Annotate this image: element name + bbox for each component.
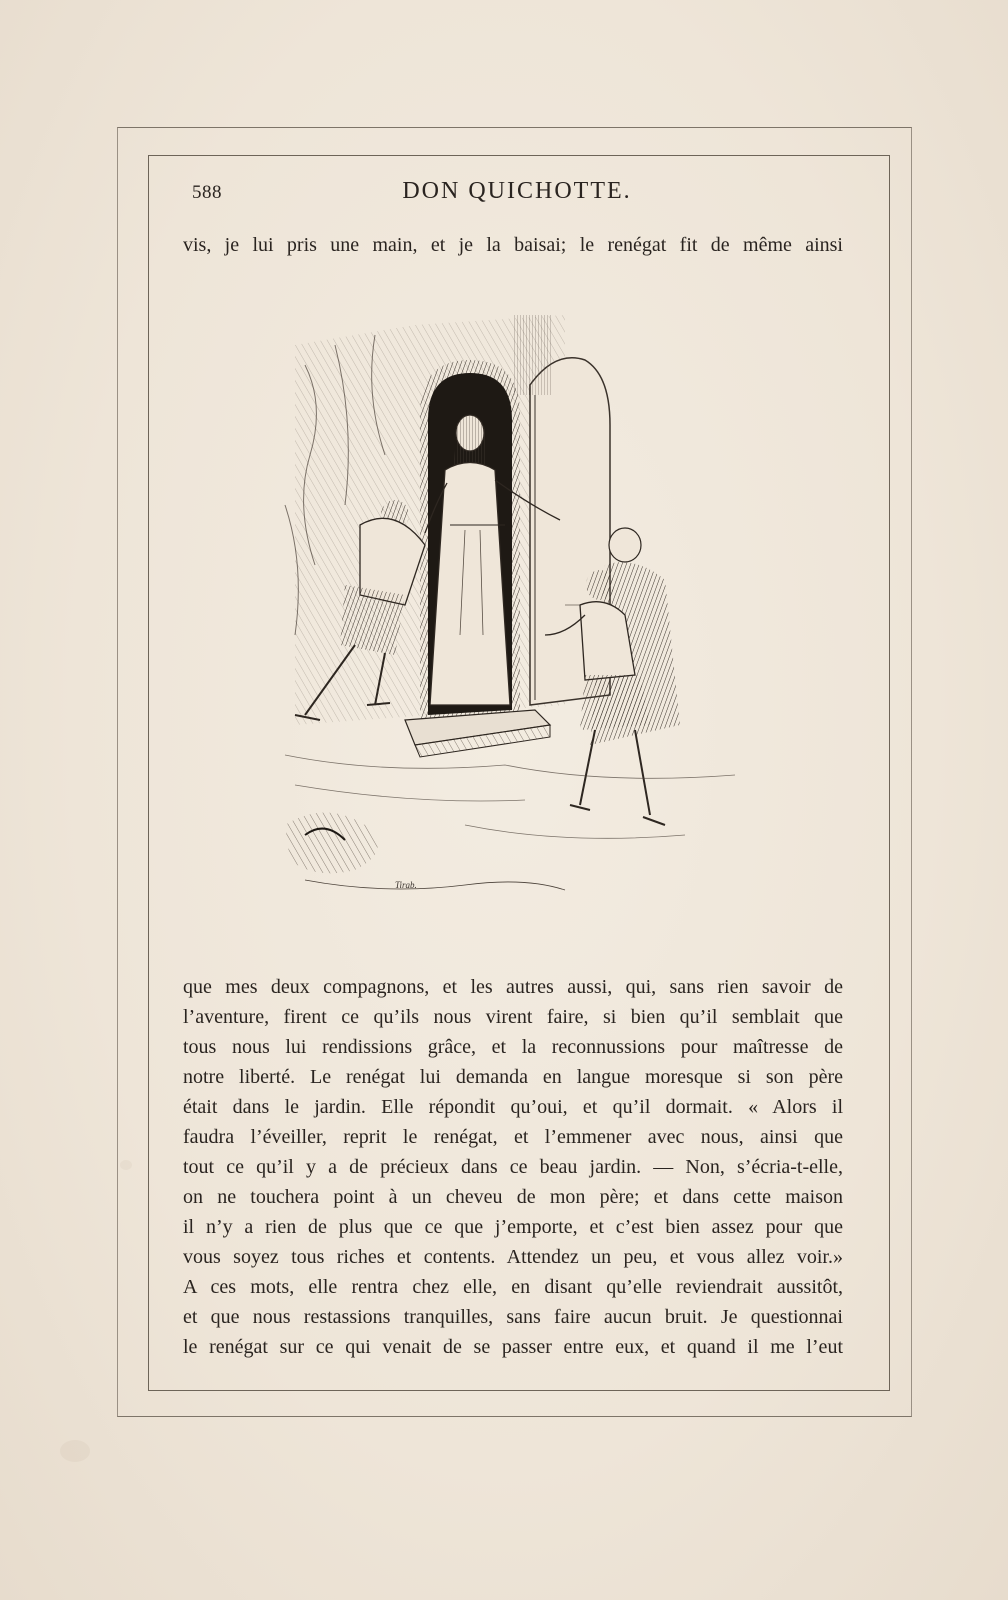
text-line: et que nous restassions tranquilles, sans faire aucun bruit. Je questionnai <box>183 1306 843 1328</box>
text-line: l’aventure, firent ce qu’ils nous virent faire, si bien qu’il semblait que <box>183 1006 843 1028</box>
page-header <box>192 178 842 210</box>
text-line: notre liberté. Le renégat lui demanda en langue moresque si son père <box>183 1066 843 1088</box>
page-number: 588 <box>192 182 222 203</box>
paper-stain <box>60 1440 90 1462</box>
text-line: était dans le jardin. Elle répondit qu’oui, et qu’il dormait. « Alors il <box>183 1096 843 1118</box>
text-line: vous soyez tous riches et contents. Attendez un peu, et vous allez voir.» <box>183 1246 843 1268</box>
engraving-illustration <box>265 305 745 905</box>
text-line: que mes deux compagnons, et les autres aussi, qui, sans rien savoir de <box>183 976 843 998</box>
engraving-drawing <box>265 305 745 905</box>
text-line: tout ce qu’il y a de précieux dans ce beau jardin. — Non, s’écria-t-elle, <box>183 1156 843 1178</box>
artist-signature: Tirab. <box>395 880 417 890</box>
text-line: tous nous lui rendissions grâce, et la reconnussions pour maîtresse de <box>183 1036 843 1058</box>
body-text <box>183 972 843 1362</box>
text-line: le renégat sur ce qui venait de se passer entre eux, et quand il me l’eut <box>183 1336 843 1358</box>
text-line: faudra l’éveiller, reprit le renégat, et l’emmener avec nous, ainsi que <box>183 1126 843 1148</box>
text-line: on ne touchera point à un cheveu de mon père; et dans cette maison <box>183 1186 843 1208</box>
text-line: il n’y a rien de plus que ce que j’emporte, et c’est bien assez pour que <box>183 1216 843 1238</box>
first-text-line: vis, je lui pris une main, et je la baisai; le renégat fit de même ainsi <box>183 234 843 256</box>
running-title: DON QUICHOTTE. <box>402 178 632 204</box>
text-line: A ces mots, elle rentra chez elle, en disant qu’elle reviendrait aussitôt, <box>183 1276 843 1298</box>
